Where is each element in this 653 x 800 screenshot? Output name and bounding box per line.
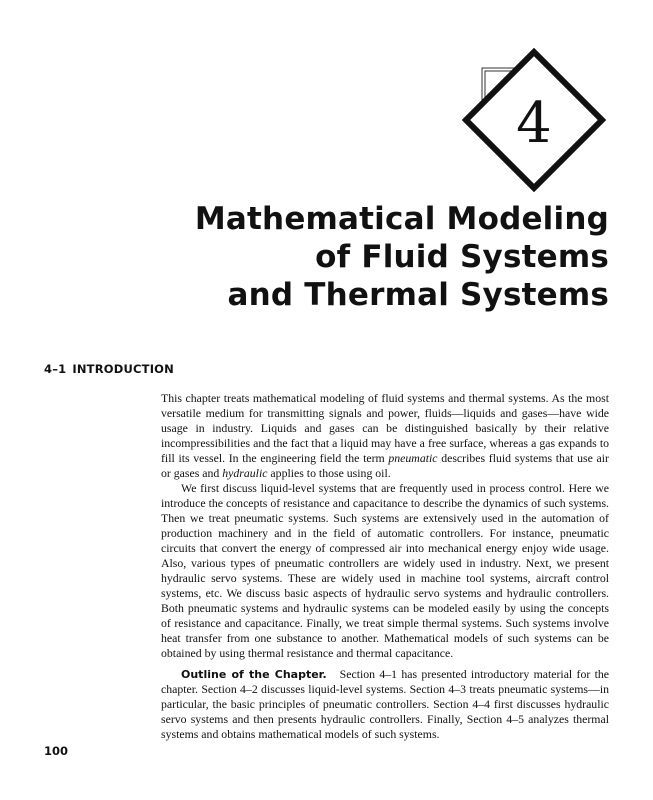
body-text <box>161 391 609 742</box>
paragraph-1 <box>161 391 609 481</box>
page-number: 100 <box>44 744 69 758</box>
section-number: 4–1 <box>44 362 67 376</box>
outline-text: Section 4–1 has presented introductory material for the chapter. Section 4–2 discusses liquid-level systems. Section 4–3 treats pneumatic systems—in particular, the basic principles of pneumatic controllers. Section 4–4 first discusses hydraulic servo systems and then presents hydraulic controllers. Finally, Section 4–5 analyzes thermal systems and obtains mathematical models of such systems. <box>161 667 610 741</box>
section-title: INTRODUCTION <box>72 362 174 376</box>
paragraph-1-text-a: This chapter treats mathematical modeling of fluid systems and thermal systems. As the most versatile medium for transmitting signals and power, fluids—liquids and gases—have wide usage in industry. Liquids and gases can be distinguished basically by their relative incompressibilities and the fact that a liquid may have a free surface, whereas a gas expands to fill its vessel. In the engineering field the term <box>161 391 609 465</box>
chapter-number: 4 <box>516 91 552 156</box>
paragraph-outline <box>161 667 609 742</box>
paragraph-1-text-c: applies to those using oil. <box>267 466 391 480</box>
section-heading <box>44 362 174 376</box>
paragraph-2: We first discuss liquid-level systems that are frequently used in process control. Here we introduce the concepts of resistance and capacitance to describe the dynamics of such systems. Then we treat pneumatic systems. Such systems are extensively used in the automation of production machinery and in the field of automatic controllers. For instance, pneumatic circuits that convert the energy of compressed air into mechanical energy enjoy wide usage. Also, various types of pneumatic controllers are widely used in industry. Next, we present hydraulic servo systems. These are widely used in machine tool systems, aircraft control systems, etc. We discuss basic aspects of hydraulic servo systems and hydraulic controllers. Both pneumatic systems and hydraulic systems can be modeled easily by using the concepts of resistance and capacitance. Finally, we treat simple thermal systems. Such systems involve heat transfer from one substance to another. Mathematical models of such systems can be obtained by using thermal resistance and thermal capacitance. <box>161 481 609 660</box>
chapter-title-line-3: and Thermal Systems <box>227 277 609 313</box>
term-hydraulic: hydraulic <box>222 466 268 480</box>
chapter-title-line-2: of Fluid Systems <box>315 239 609 275</box>
chapter-title-line-1: Mathematical Modeling <box>194 201 609 237</box>
term-pneumatic: pneumatic <box>388 451 438 465</box>
chapter-title <box>189 200 609 314</box>
outline-heading: Outline of the Chapter. <box>181 668 327 681</box>
chapter-number-emblem <box>462 48 606 192</box>
paragraph-1-text-b: describes fluid systems that use air or gases and <box>161 451 609 480</box>
